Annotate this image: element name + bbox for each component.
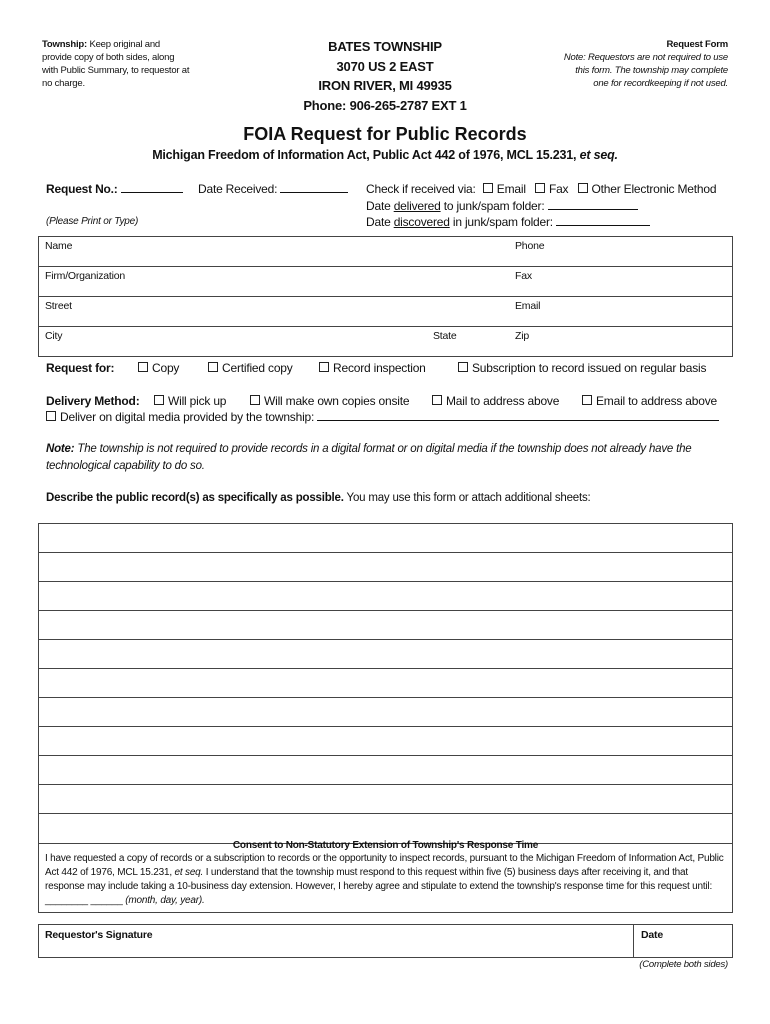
date-received-label: Date Received: <box>198 182 278 196</box>
record-inspection-label: Record inspection <box>333 361 426 375</box>
consent-body <box>39 851 732 912</box>
request-for-label: Request for: <box>46 361 115 375</box>
pickup-label: Will pick up <box>168 394 227 408</box>
digital-media-input[interactable] <box>317 410 719 421</box>
consent-date-hint: (month, day, year). <box>125 895 205 906</box>
copy-checkbox[interactable] <box>138 362 148 372</box>
description-line[interactable] <box>39 669 732 698</box>
request-form-note <box>558 38 728 90</box>
mail-checkbox[interactable] <box>432 395 442 405</box>
via-fax[interactable] <box>535 182 568 196</box>
request-number-label: Request No.: <box>46 182 118 196</box>
received-via-row <box>366 182 716 196</box>
request-number-input[interactable] <box>121 182 183 193</box>
note-text: The township is not required to provide records in a digital format or on digital media if the township does not already have the technological capability to do so. <box>46 443 692 472</box>
township-name: BATES TOWNSHIP <box>328 39 442 54</box>
date-discovered-post: in junk/spam folder: <box>449 215 553 229</box>
subtitle-italic: et seq. <box>579 148 618 162</box>
signature-field[interactable]: Requestor's Signature <box>39 925 634 957</box>
certified-copy-label: Certified copy <box>222 361 293 375</box>
record-inspection-checkbox[interactable] <box>319 362 329 372</box>
subscription-checkbox[interactable] <box>458 362 468 372</box>
request-form-title: Request Form <box>666 39 728 50</box>
pickup-checkbox[interactable] <box>154 395 164 405</box>
fax-field[interactable]: Fax <box>509 267 733 297</box>
date-received-input[interactable] <box>280 182 348 193</box>
consent-date-blank[interactable]: ________ ______ <box>45 895 123 906</box>
township-city: IRON RIVER, MI 49935 <box>318 78 452 93</box>
township-phone: Phone: 906-265-2787 EXT 1 <box>303 97 467 113</box>
requestor-info-table <box>38 236 733 357</box>
date-delivered-word: delivered <box>393 199 441 213</box>
subtitle-main: Michigan Freedom of Information Act, Public Act 442 of 1976, MCL 15.231, <box>152 148 577 162</box>
record-description-box <box>38 523 733 844</box>
zip-field[interactable]: Zip <box>509 327 733 357</box>
description-line[interactable] <box>39 727 732 756</box>
info-row-name <box>39 237 733 267</box>
mail-label: Mail to address above <box>446 394 560 408</box>
via-fax-checkbox[interactable] <box>535 183 545 193</box>
consent-section <box>38 838 733 913</box>
email-delivery-checkbox[interactable] <box>582 395 592 405</box>
own-copies-checkbox[interactable] <box>250 395 260 405</box>
request-copy[interactable] <box>138 361 179 375</box>
date-delivered-post: to junk/spam folder: <box>440 199 545 213</box>
date-discovered-word: discovered <box>393 215 450 229</box>
delivery-own-copies[interactable] <box>250 394 409 408</box>
received-via-label: Check if received via: <box>366 182 476 196</box>
page-title: FOIA Request for Public Records <box>243 124 527 144</box>
signature-date-field[interactable]: Date <box>641 929 663 941</box>
header-township-label: Township: <box>42 39 87 50</box>
request-subscription[interactable] <box>458 361 706 375</box>
date-delivered-input[interactable] <box>548 199 638 210</box>
describe-text: You may use this form or attach additional sheets: <box>346 492 591 504</box>
via-email[interactable] <box>483 182 526 196</box>
township-address-block <box>230 37 540 115</box>
delivery-method-label: Delivery Method: <box>46 394 140 408</box>
description-line[interactable] <box>39 785 732 814</box>
delivery-pickup[interactable] <box>154 394 226 408</box>
phone-field[interactable]: Phone <box>515 240 545 252</box>
signature-row <box>38 924 733 958</box>
info-row-city <box>39 327 733 357</box>
description-line[interactable] <box>39 524 732 553</box>
email-field[interactable]: Email <box>509 297 733 327</box>
request-record-inspection[interactable] <box>319 361 426 375</box>
request-form-note-text: Note: Requestors are not required to use this form. The township may complete one for recordkeeping if not used. <box>563 52 728 89</box>
description-line[interactable] <box>39 611 732 640</box>
state-field[interactable]: State <box>427 327 509 357</box>
description-line[interactable] <box>39 698 732 727</box>
via-other[interactable] <box>578 182 717 196</box>
via-email-label: Email <box>496 182 526 196</box>
info-row-street <box>39 297 733 327</box>
certified-copy-checkbox[interactable] <box>208 362 218 372</box>
copy-label: Copy <box>152 361 180 375</box>
describe-instruction <box>46 492 736 504</box>
via-other-checkbox[interactable] <box>578 183 588 193</box>
firm-field[interactable]: Firm/Organization <box>39 267 510 297</box>
via-email-checkbox[interactable] <box>483 183 493 193</box>
request-certified-copy[interactable] <box>208 361 293 375</box>
digital-media-row <box>46 410 736 424</box>
digital-media-label: Deliver on digital media provided by the township: <box>60 410 315 424</box>
delivery-email[interactable] <box>582 394 717 408</box>
delivery-mail[interactable] <box>432 394 559 408</box>
description-line[interactable] <box>39 756 732 785</box>
print-note: (Please Print or Type) <box>46 216 139 227</box>
date-discovered-pre: Date <box>366 215 394 229</box>
email-delivery-label: Email to address above <box>596 394 718 408</box>
date-delivered-field <box>366 199 638 213</box>
date-delivered-pre: Date <box>366 199 394 213</box>
note-label: Note: <box>46 443 75 455</box>
subscription-label: Subscription to record issued on regular basis <box>472 361 707 375</box>
note-paragraph <box>46 441 736 475</box>
consent-text-2: I understand that the township must respond to this request within five (5) business days after receiving it, and that response may include taking a 10-business day extension. However, I hereby agree and stipulate to extend the township's response time for this request until: <box>45 867 713 892</box>
via-fax-label: Fax <box>548 182 569 196</box>
request-for-row <box>46 361 746 375</box>
header-township-text: Keep original and provide copy of both sides, along with Public Summary, to requestor at no charge. <box>42 39 190 89</box>
date-discovered-input[interactable] <box>556 215 650 226</box>
info-row-firm <box>39 267 733 297</box>
digital-media-checkbox[interactable] <box>46 411 56 421</box>
street-field[interactable]: Street <box>39 297 510 327</box>
consent-heading: Consent to Non-Statutory Extension of Township's Response Time <box>232 840 539 851</box>
via-other-label: Other Electronic Method <box>591 182 717 196</box>
page-subtitle <box>0 148 770 162</box>
own-copies-label: Will make own copies onsite <box>264 394 410 408</box>
header-township-note <box>42 38 192 90</box>
delivery-method-row <box>46 394 746 408</box>
request-number-field <box>46 182 183 196</box>
date-discovered-field <box>366 215 650 229</box>
consent-text-1: I have requested a copy of records or a subscription to records or the opportunity to inspect records, pursuant to the Michigan Freedom of Information Act, Public Act 442 of 1976, MCL 15.231, <box>45 853 724 878</box>
consent-text-italic: et seq. <box>174 867 204 878</box>
description-line[interactable] <box>39 582 732 611</box>
footer-note: (Complete both sides) <box>639 959 728 970</box>
township-street: 3070 US 2 EAST <box>336 58 434 74</box>
city-field[interactable]: City <box>39 327 428 357</box>
description-line[interactable] <box>39 553 732 582</box>
date-received-field <box>198 182 348 196</box>
describe-bold: Describe the public record(s) as specifically as possible. <box>46 492 344 504</box>
description-line[interactable] <box>39 640 732 669</box>
name-field[interactable]: Name <box>45 240 73 252</box>
